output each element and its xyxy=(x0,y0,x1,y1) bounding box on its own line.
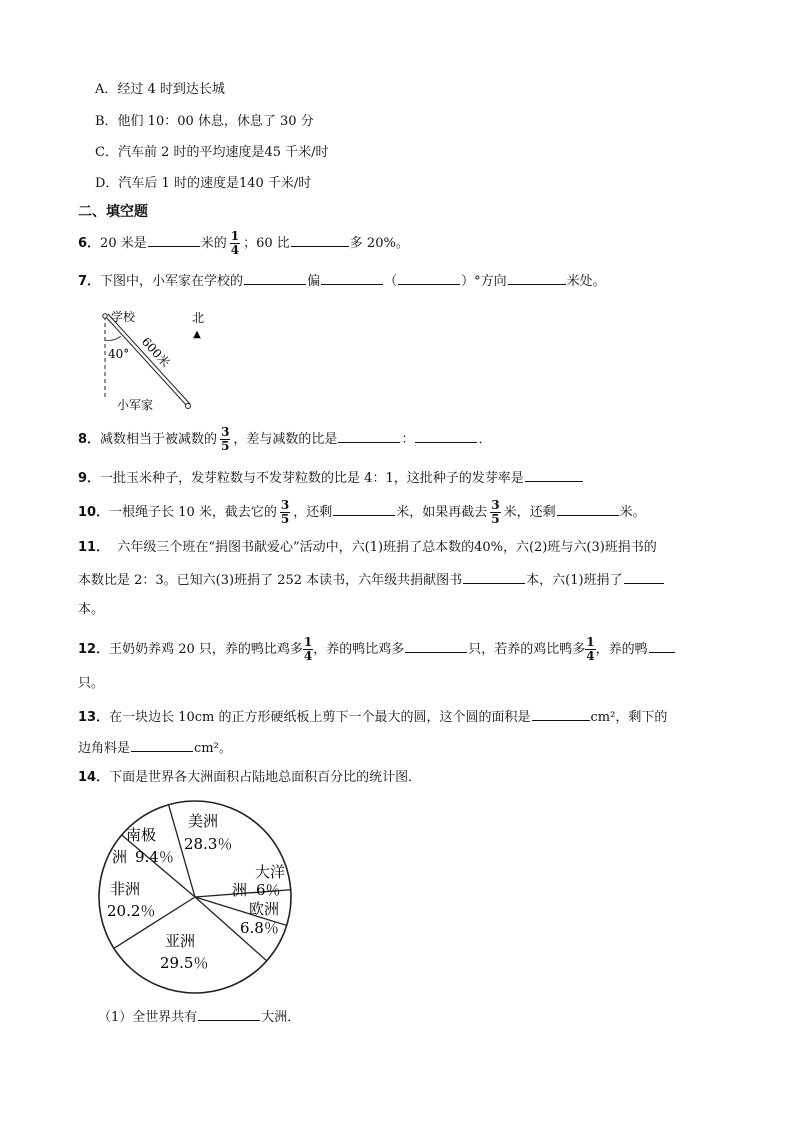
q12-blank-2[interactable] xyxy=(649,638,675,653)
q6-fraction xyxy=(230,230,240,257)
option-a: A．经过 4 时到达长城 xyxy=(95,82,225,97)
direction-figure xyxy=(95,302,215,414)
q14-number: 14． xyxy=(78,770,110,785)
q10-text-5: 米。 xyxy=(619,505,646,520)
q9-text-1: 一批玉米种子，发芽粒数与不发芽粒数的比是 4：1，这批种子的发芽率是 xyxy=(100,471,524,486)
label-antarctica-1: 南极 xyxy=(126,826,157,844)
q6-text-4: 多 20%。 xyxy=(349,236,409,251)
q10-frac2-den: 5 xyxy=(491,512,500,526)
q12-fraction-1 xyxy=(303,636,313,663)
q8-number: 8． xyxy=(78,432,101,447)
q12-blank-1[interactable] xyxy=(405,638,467,653)
label-antarctica-2: 洲 xyxy=(112,848,128,866)
q7-blank-4[interactable] xyxy=(508,270,566,285)
q14-sub1-text-2: 大洲． xyxy=(261,1010,301,1025)
question-11-line-1 xyxy=(78,538,657,558)
q10-frac1-num: 3 xyxy=(280,498,290,512)
q6-frac-num: 1 xyxy=(230,229,240,243)
value-asia: 29.5％ xyxy=(160,954,209,972)
q6-text-3: ；60 比 xyxy=(243,236,290,251)
q12-text-2: ，养的鸭比鸡多 xyxy=(313,642,405,657)
q13-text-1: 在一块边长 10cm 的正方形硬纸板上剪下一个最大的圆，这个圆的面积是 xyxy=(109,710,531,725)
q7-text-1: 下图中，小军家在学校的 xyxy=(100,274,244,289)
q12-text-1: 王奶奶养鸡 20 只，养的鸭比鸡多 xyxy=(109,642,303,657)
q10-text-1: 一根绳子长 10 米，截去它的 xyxy=(109,505,277,520)
q10-text-4: 米，还剩 xyxy=(503,505,556,520)
value-americas: 28.3％ xyxy=(184,835,233,853)
question-11-line-3 xyxy=(78,600,104,620)
question-13-line-2 xyxy=(78,737,232,759)
q7-text-3: （ xyxy=(384,274,398,289)
q10-blank-2[interactable] xyxy=(557,501,619,516)
q10-blank-1[interactable] xyxy=(333,501,395,516)
q6-text-1: 20 米是 xyxy=(100,236,147,251)
q10-fraction-2 xyxy=(490,499,500,526)
q9-blank-1[interactable] xyxy=(525,467,583,482)
q6-number: 6． xyxy=(78,236,101,251)
q8-frac-den: 5 xyxy=(221,439,230,453)
q13-text-3: 边角料是 xyxy=(78,741,131,756)
q6-frac-den: 4 xyxy=(230,243,240,257)
q11-text-2: 本数比是 2：3。已知六(3)班捐了 252 本读书，六年级共捐献图书 xyxy=(78,573,463,588)
q7-number: 7． xyxy=(78,274,101,289)
q8-text-2: ，差与减数的比是 xyxy=(233,432,338,447)
route-line-1 xyxy=(105,316,187,406)
q14-blank-1[interactable] xyxy=(198,1006,260,1021)
q10-fraction-1 xyxy=(280,499,290,526)
q12-frac1-num: 1 xyxy=(303,635,313,649)
question-13-line-1 xyxy=(78,706,667,728)
q10-number: 10． xyxy=(78,505,110,520)
option-b: B．他们 10：00 休息，休息了 30 分 xyxy=(95,114,314,129)
option-d: D．汽车后 1 时的速度是140 千米/时 xyxy=(95,176,312,191)
q10-text-3: 米，如果再截去 xyxy=(396,505,488,520)
value-europe: 6.8％ xyxy=(240,919,279,937)
q13-blank-2[interactable] xyxy=(131,737,193,752)
q11-text-1: 六年级三个班在“捐图书献爱心”活动中，六(1)班捐了总本数的40%，六(2)班与六(3)班捐书的 xyxy=(117,540,657,555)
label-americas: 美洲 xyxy=(188,812,219,830)
q6-text-2: 米的 xyxy=(200,236,227,251)
angle-label: 40° xyxy=(108,347,130,361)
value-africa: 20.2％ xyxy=(107,902,156,920)
school-point xyxy=(103,314,107,318)
home-point xyxy=(186,404,191,409)
q11-number: 11． xyxy=(78,540,110,555)
question-10 xyxy=(78,498,646,528)
q12-text-3: 只，若养的鸡比鸭多 xyxy=(468,642,586,657)
question-14-sub-1 xyxy=(98,1006,300,1028)
option-c: C．汽车前 2 时的平均速度是45 千米/时 xyxy=(95,145,329,160)
q10-text-2: ，还剩 xyxy=(293,505,333,520)
q12-number: 12． xyxy=(78,642,110,657)
label-oceania-2: 洲 xyxy=(232,881,248,899)
q12-frac1-den: 4 xyxy=(303,649,313,663)
q11-blank-2[interactable] xyxy=(624,569,664,584)
q13-text-4: cm²。 xyxy=(194,741,232,756)
label-asia: 亚洲 xyxy=(165,932,196,950)
question-14 xyxy=(78,768,421,788)
north-label: 北 xyxy=(192,311,205,325)
q10-frac1-den: 5 xyxy=(280,512,290,526)
q6-blank-2[interactable] xyxy=(291,232,349,247)
q12-text-5: 只。 xyxy=(78,676,105,691)
q14-text-1: 下面是世界各大洲面积占陆地总面积百分比的统计图． xyxy=(109,770,422,785)
q8-text-3: ： xyxy=(401,432,415,447)
label-oceania-1: 大洋 xyxy=(255,863,286,881)
q8-blank-1[interactable] xyxy=(338,428,400,443)
q13-number: 13． xyxy=(78,710,110,725)
q14-sub1-text-1: （1）全世界共有 xyxy=(98,1010,198,1025)
q7-text-5: 米处。 xyxy=(566,274,606,289)
q12-frac2-den: 4 xyxy=(586,649,595,663)
q8-frac-num: 3 xyxy=(221,425,230,439)
value-oceania: 6％ xyxy=(256,881,281,899)
q11-blank-1[interactable] xyxy=(463,569,525,584)
label-africa: 非洲 xyxy=(110,880,141,898)
q13-blank-1[interactable] xyxy=(532,706,590,721)
north-arrow-icon: ▲ xyxy=(193,329,201,340)
q12-fraction-2 xyxy=(585,636,595,663)
school-label: 学校 xyxy=(111,310,136,324)
q8-blank-2[interactable] xyxy=(415,428,477,443)
distance-label: 600米 xyxy=(138,334,173,370)
q7-blank-1[interactable] xyxy=(244,270,306,285)
q7-text-4: ）°方向 xyxy=(461,274,507,289)
home-label: 小军家 xyxy=(117,398,154,412)
value-antarctica: 9.4％ xyxy=(135,848,174,866)
question-12-line-2 xyxy=(78,674,104,694)
q8-text-1: 减数相当于被减数的 xyxy=(100,432,218,447)
angle-arc xyxy=(105,336,121,341)
q10-frac2-num: 3 xyxy=(491,498,500,512)
q12-frac2-num: 1 xyxy=(586,635,595,649)
question-7 xyxy=(78,270,606,292)
q13-text-2: cm²，剩下的 xyxy=(590,710,668,725)
question-8 xyxy=(78,425,491,455)
question-12-line-1 xyxy=(78,635,676,665)
q8-text-4: ． xyxy=(478,432,492,447)
q11-text-3: 本，六(1)班捐了 xyxy=(526,573,623,588)
question-9 xyxy=(78,467,584,489)
q8-fraction xyxy=(220,426,230,453)
q7-text-2: 偏 xyxy=(307,274,321,289)
q7-blank-2[interactable] xyxy=(321,270,383,285)
label-europe: 欧洲 xyxy=(249,900,280,918)
question-11-line-2 xyxy=(78,569,665,591)
continent-pie-chart xyxy=(96,797,296,997)
section-title: 二、填空题 xyxy=(78,204,148,220)
q12-text-4: ，养的鸭 xyxy=(595,642,648,657)
q6-blank-1[interactable] xyxy=(148,232,200,247)
q9-number: 9． xyxy=(78,471,101,486)
q11-text-4: 本。 xyxy=(78,602,105,617)
q7-blank-3[interactable] xyxy=(398,270,460,285)
question-6 xyxy=(78,230,409,257)
